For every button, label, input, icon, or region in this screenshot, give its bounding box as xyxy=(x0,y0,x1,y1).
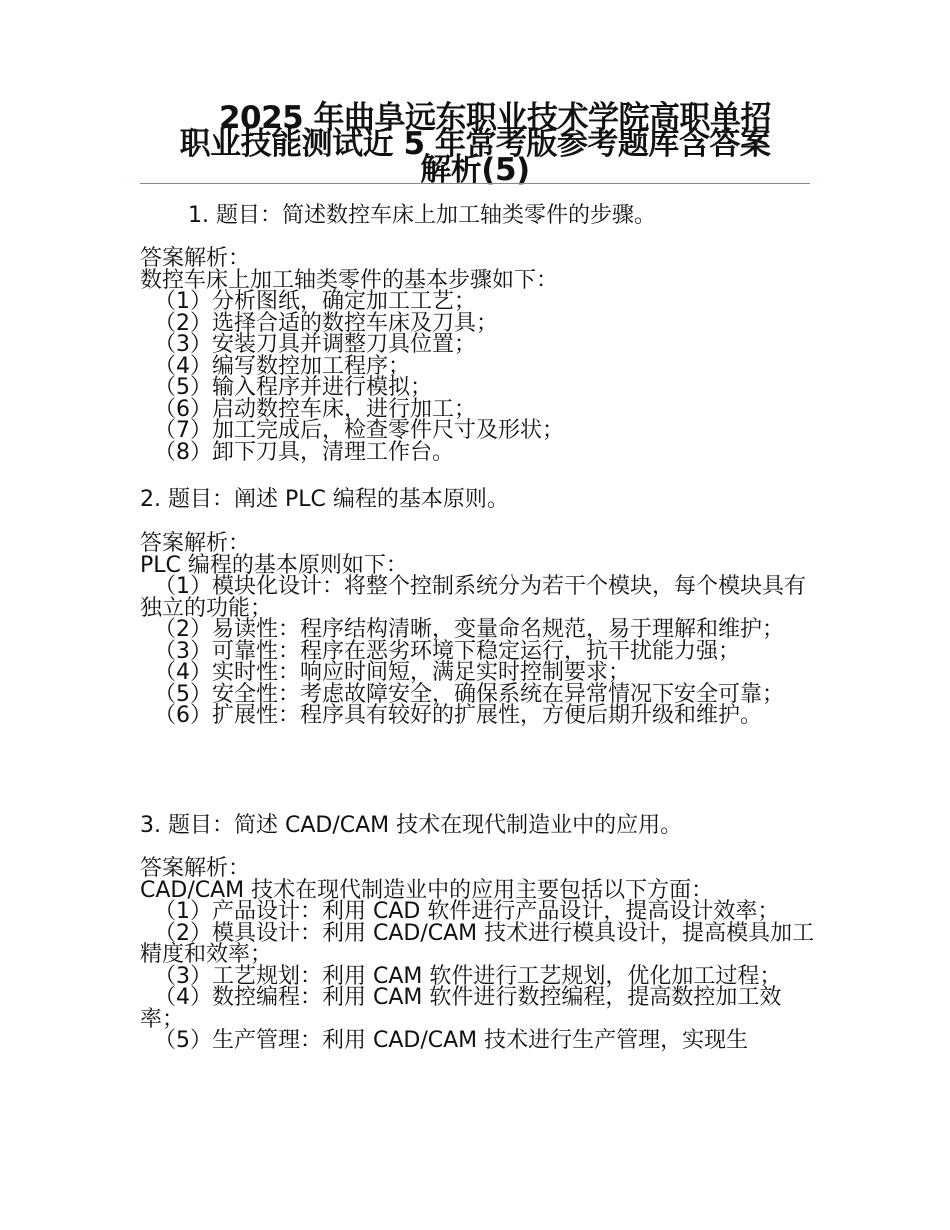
answer-item: （3）安装刀具并调整刀具位置； xyxy=(154,332,476,357)
title-line-1: 2025 年曲阜远东职业技术学院高职单招 xyxy=(218,100,772,136)
answer-item: （1）产品设计：利用 CAD 软件进行产品设计，提高设计效率； xyxy=(154,899,780,924)
answer-1 xyxy=(140,248,815,463)
answer-item: （4）实时性：响应时间短，满足实时控制要求； xyxy=(154,660,630,685)
document-title xyxy=(140,100,810,188)
answer-3 xyxy=(140,858,815,1052)
title-line-2: 职业技能测试近 5 年常考版参考题库含答案 xyxy=(179,126,771,162)
answer-item: （4）数控编程：利用 CAM 软件进行数控编程，提高数控加工效率； xyxy=(140,985,782,1032)
answer-item: （3）工艺规划：利用 CAM 软件进行工艺规划，优化加工过程； xyxy=(154,963,782,989)
answer-label: 答案解析： xyxy=(140,246,251,271)
answer-label: 答案解析： xyxy=(140,856,251,881)
answer-item: （3）可靠性：程序在恶劣环境下稳定运行，抗干扰能力强； xyxy=(154,638,740,664)
answer-item: （2）选择合适的数控车床及刀具； xyxy=(154,310,498,336)
answer-item: （5）安全性：考虑故障安全，确保系统在异常情况下安全可靠； xyxy=(154,681,784,707)
answer-item: （6）启动数控车床，进行加工； xyxy=(154,396,476,422)
question-3: 3. 题目：简述 CAD/CAM 技术在现代制造业中的应用。 xyxy=(140,813,683,838)
answer-item: （6）扩展性：程序具有较好的扩展性，方便后期升级和维护。 xyxy=(154,703,762,728)
answer-item: （8）卸下刀具，清理工作台。 xyxy=(154,439,454,465)
answer-item: （5）输入程序并进行模拟； xyxy=(154,375,432,400)
answer-item: （5）生产管理：利用 CAD/CAM 技术进行生产管理，实现生 xyxy=(154,1028,749,1053)
answer-item: （2）易读性：程序结构清晰，变量命名规范，易于理解和维护； xyxy=(154,617,784,642)
title-line-3: 解析(5) xyxy=(420,152,530,188)
answer-label: 答案解析： xyxy=(140,531,251,556)
answer-item: （1）分析图纸，确定加工工艺； xyxy=(154,289,476,314)
answer-item: （4）编写数控加工程序； xyxy=(154,353,410,379)
answer-intro: 数控车床上加工轴类零件的基本步骤如下： xyxy=(140,267,559,293)
answer-item: （2）模具设计：利用 CAD/CAM 技术进行模具设计，提高模具加工精度和效率； xyxy=(140,920,815,967)
answer-intro: CAD/CAM 技术在现代制造业中的应用主要包括以下方面： xyxy=(140,877,714,903)
answer-item: （7）加工完成后，检查零件尺寸及形状； xyxy=(154,418,564,443)
answer-2 xyxy=(140,533,815,727)
answer-item: （1）模块化设计：将整个控制系统分为若干个模块，每个模块具有独立的功能； xyxy=(140,574,806,621)
answer-intro: PLC 编程的基本原则如下： xyxy=(140,552,408,578)
question-1: 1. 题目：简述数控车床上加工轴类零件的步骤。 xyxy=(188,203,656,228)
question-2: 2. 题目：阐述 PLC 编程的基本原则。 xyxy=(140,487,509,512)
title-divider xyxy=(140,183,810,184)
